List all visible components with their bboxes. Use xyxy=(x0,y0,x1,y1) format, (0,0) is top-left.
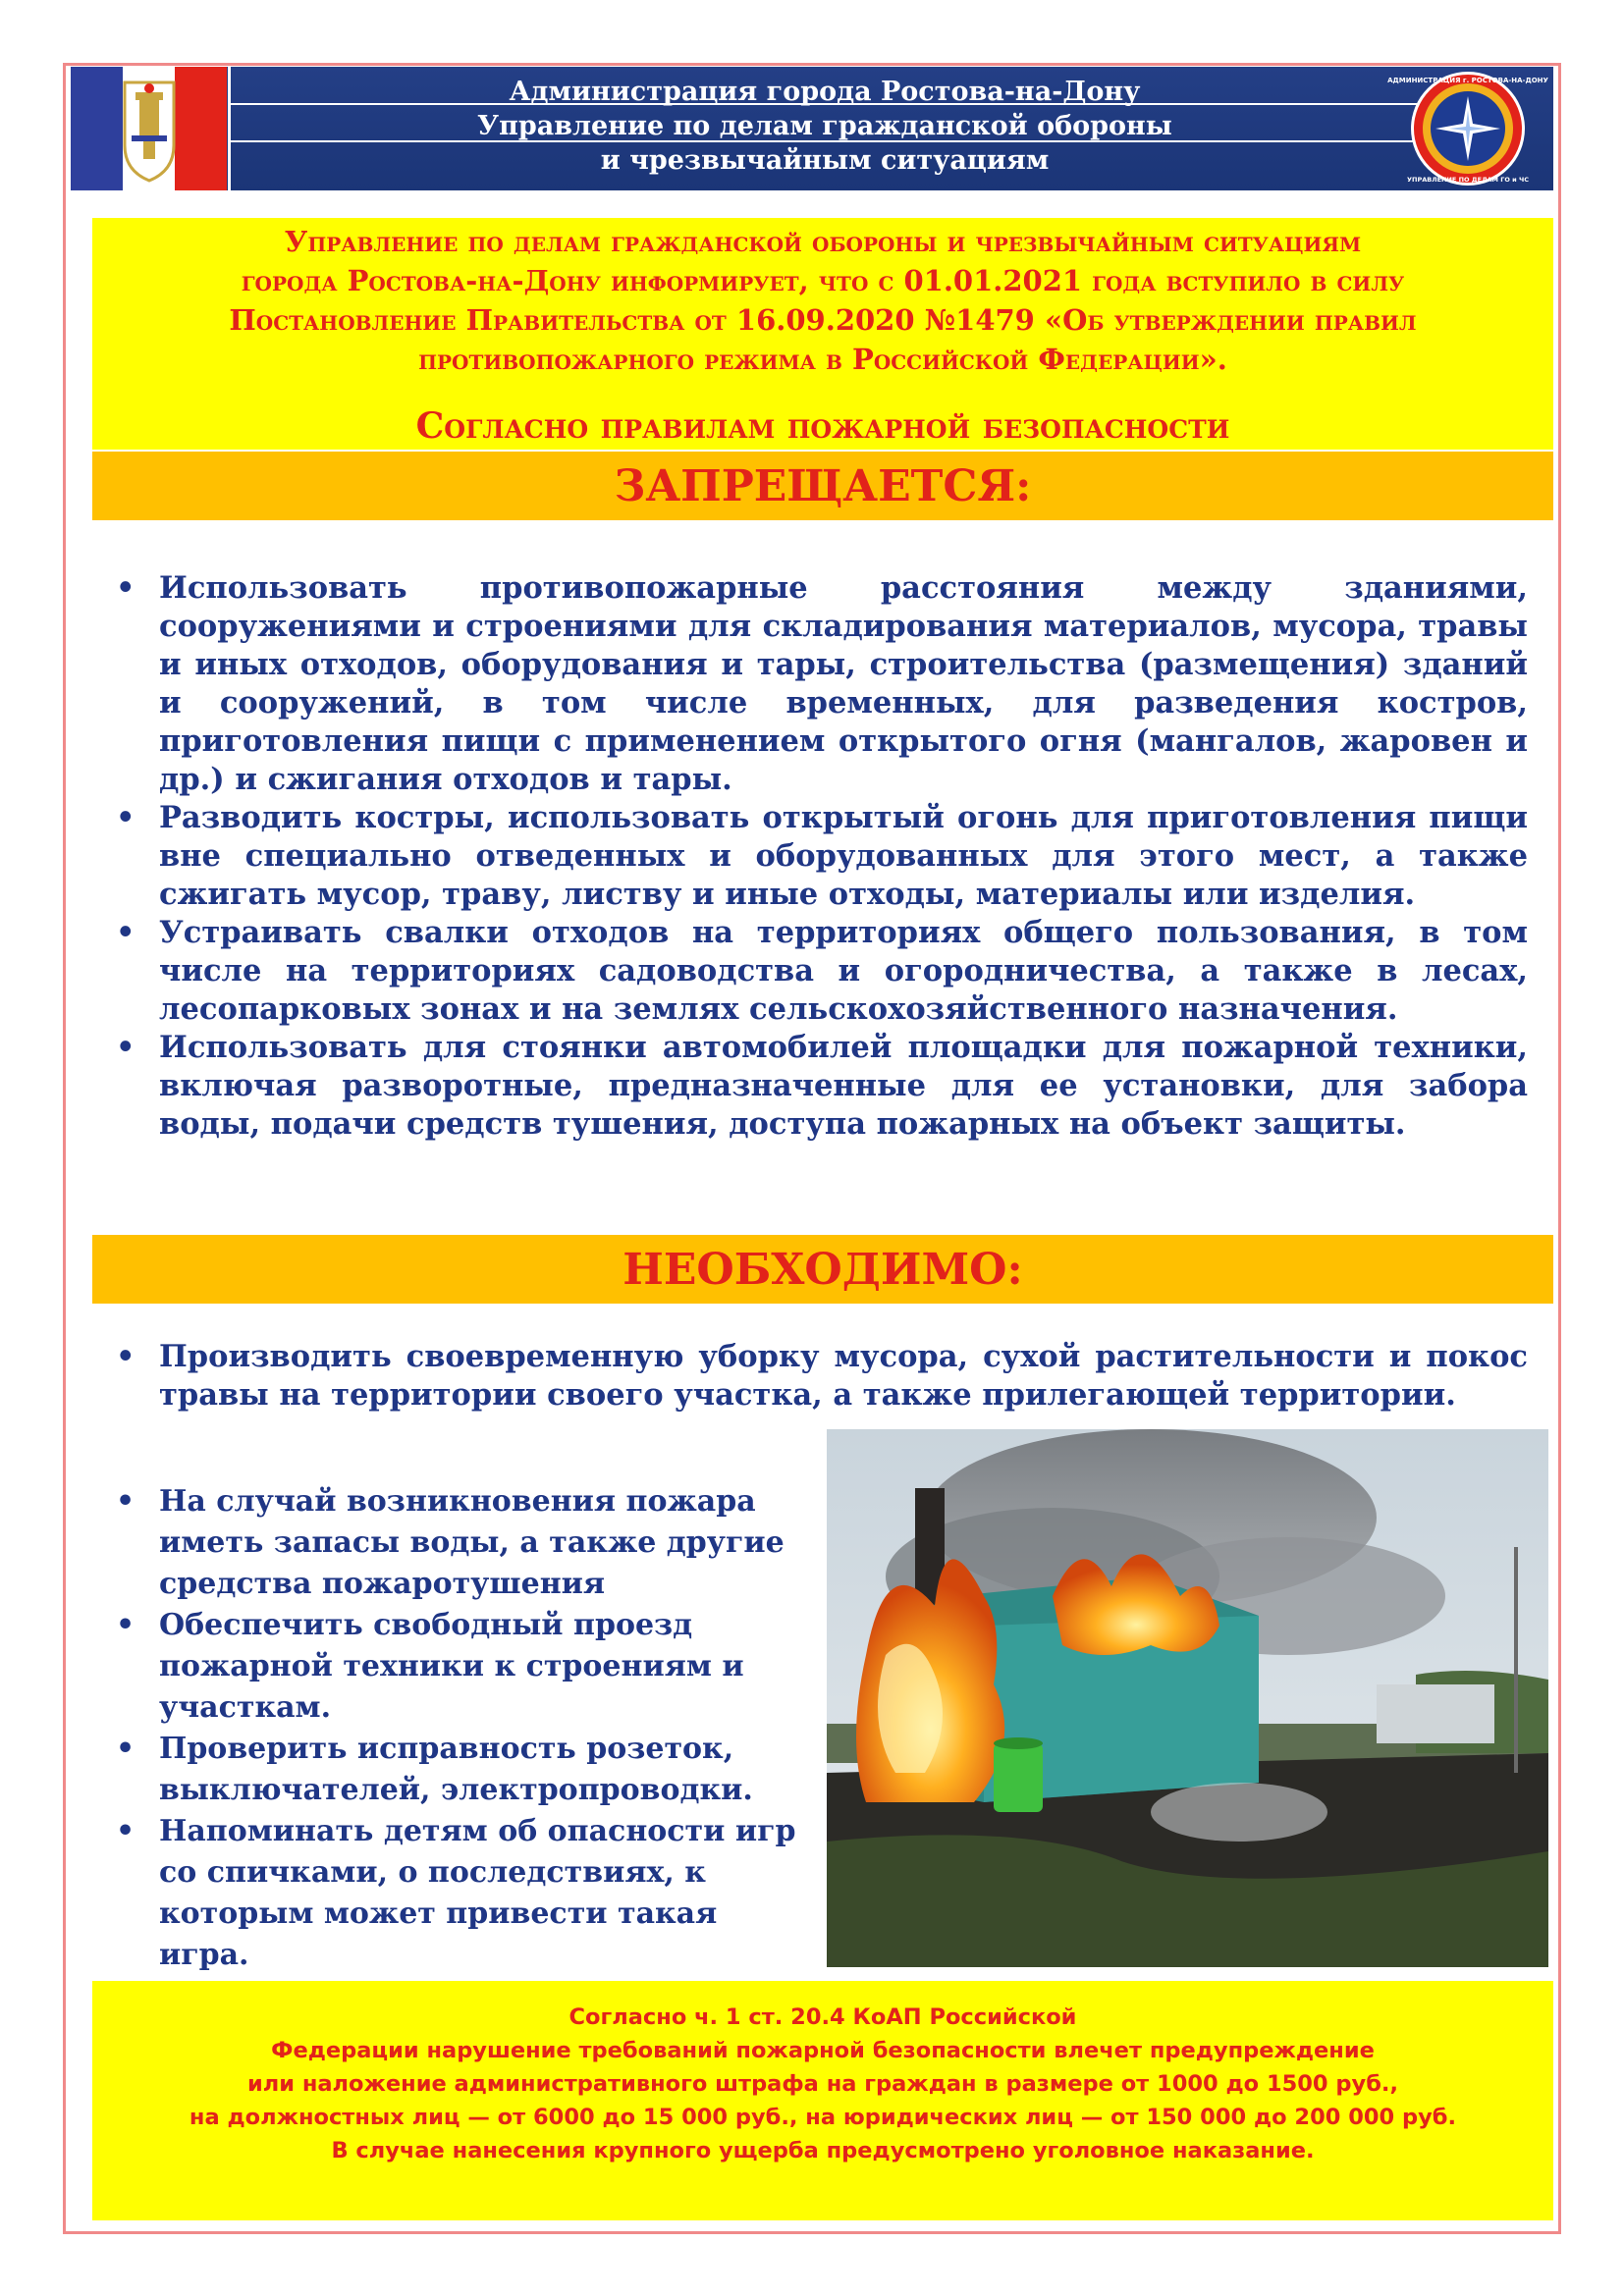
required-list xyxy=(114,1481,801,1976)
required-heading: НЕОБХОДИМО: xyxy=(92,1235,1553,1304)
required-list-top xyxy=(114,1338,1528,1415)
burning-house-photo xyxy=(827,1429,1548,1967)
list-item: • Напоминать детям об опасности игр со спичками, о последствиях, к которым может привести такая игра. xyxy=(114,1811,801,1976)
list-item: • Проверить исправность розеток, выключателей, электропроводки. xyxy=(114,1729,801,1811)
list-item: • Использовать противопожарные расстояния между зданиями, сооружениями и строениями для складирования материалов, мусора, травы и иных отходов, оборудования и тары, строительства (размещения) зданий и сооружений, в том числе временных, для разведения костров, приготовления пищи с применением открытого огня (мангалов, жаровен и др.) и сжигания отходов и тары. xyxy=(114,569,1528,799)
notice-line: противопожарного режима в Российской Федерации». xyxy=(418,343,1227,376)
prohibited-heading: ЗАПРЕЩАЕТСЯ: xyxy=(92,452,1553,520)
emblem-label: УПРАВЛЕНИЕ ПО ДЕЛАМ ГО и ЧС xyxy=(1406,176,1530,184)
header-line: Администрация города Ростова-на-Дону xyxy=(509,77,1141,107)
list-item: • Устраивать свалки отходов на территориях общего пользования, в том числе на территориях садоводства и огородничества, а также в лесах, лесопарковых зонах и на землях сельскохозяйственного назначения. xyxy=(114,914,1528,1029)
list-item: • Использовать для стоянки автомобилей площадки для пожарной техники, включая разворотные, предназначенные для ее установки, для забора воды, подачи средств тушения, доступа пожарных на объект защиты. xyxy=(114,1029,1528,1144)
header-line: и чрезвычайным ситуациям xyxy=(600,145,1050,176)
penalty-line: на должностных лиц — от 6000 до 15 000 руб., на юридических лиц — от 150 000 до 200 000 руб. xyxy=(189,2105,1457,2130)
notice-line: Постановление Правительства от 16.09.2020 №1479 «Об утверждении правил xyxy=(229,303,1417,337)
penalty-line: Согласно ч. 1 ст. 20.4 КоАП Российской xyxy=(568,2004,1077,2030)
notice-subtitle: Согласно правилам пожарной безопасности xyxy=(415,405,1230,447)
header-title xyxy=(241,75,1409,178)
list-item: • Обеспечить свободный проезд пожарной техники к строениям и участкам. xyxy=(114,1605,801,1729)
list-item: • На случай возникновения пожара иметь запасы воды, а также другие средства пожаротушения xyxy=(114,1481,801,1605)
penalty-line: или наложение административного штрафа на граждан в размере от 1000 до 1500 руб., xyxy=(246,2071,1398,2097)
list-item: • Разводить костры, использовать открытый огонь для приготовления пищи вне специально отведенных и оборудованных для этого мест, а также сжигать мусор, траву, листву и иные отходы, материалы или изделия. xyxy=(114,799,1528,914)
list-item: • Производить своевременную уборку мусора, сухой растительности и покос травы на территории своего участка, а также прилегающей территории. xyxy=(114,1338,1528,1415)
prohibited-list xyxy=(114,569,1528,1144)
notice-line: города Ростова-на-Дону информирует, что с 01.01.2021 года вступило в силу xyxy=(241,264,1405,297)
penalty-line: Федерации нарушение требований пожарной безопасности влечет предупреждение xyxy=(271,2038,1375,2063)
penalty-line: В случае нанесения крупного ущерба предусмотрено уголовное наказание. xyxy=(331,2138,1315,2163)
emergency-emblem-icon xyxy=(1387,69,1548,188)
header-line: Управление по делам гражданской обороны xyxy=(477,111,1172,141)
notice-text xyxy=(92,222,1553,379)
emblem-label: АДМИНИСТРАЦИЯ г. РОСТОВА-НА-ДОНУ xyxy=(1387,77,1548,84)
coat-of-arms-icon xyxy=(71,67,231,190)
notice-line: Управление по делам гражданской обороны и чрезвычайным ситуациям xyxy=(284,225,1362,258)
penalty-notice xyxy=(92,1981,1553,2220)
